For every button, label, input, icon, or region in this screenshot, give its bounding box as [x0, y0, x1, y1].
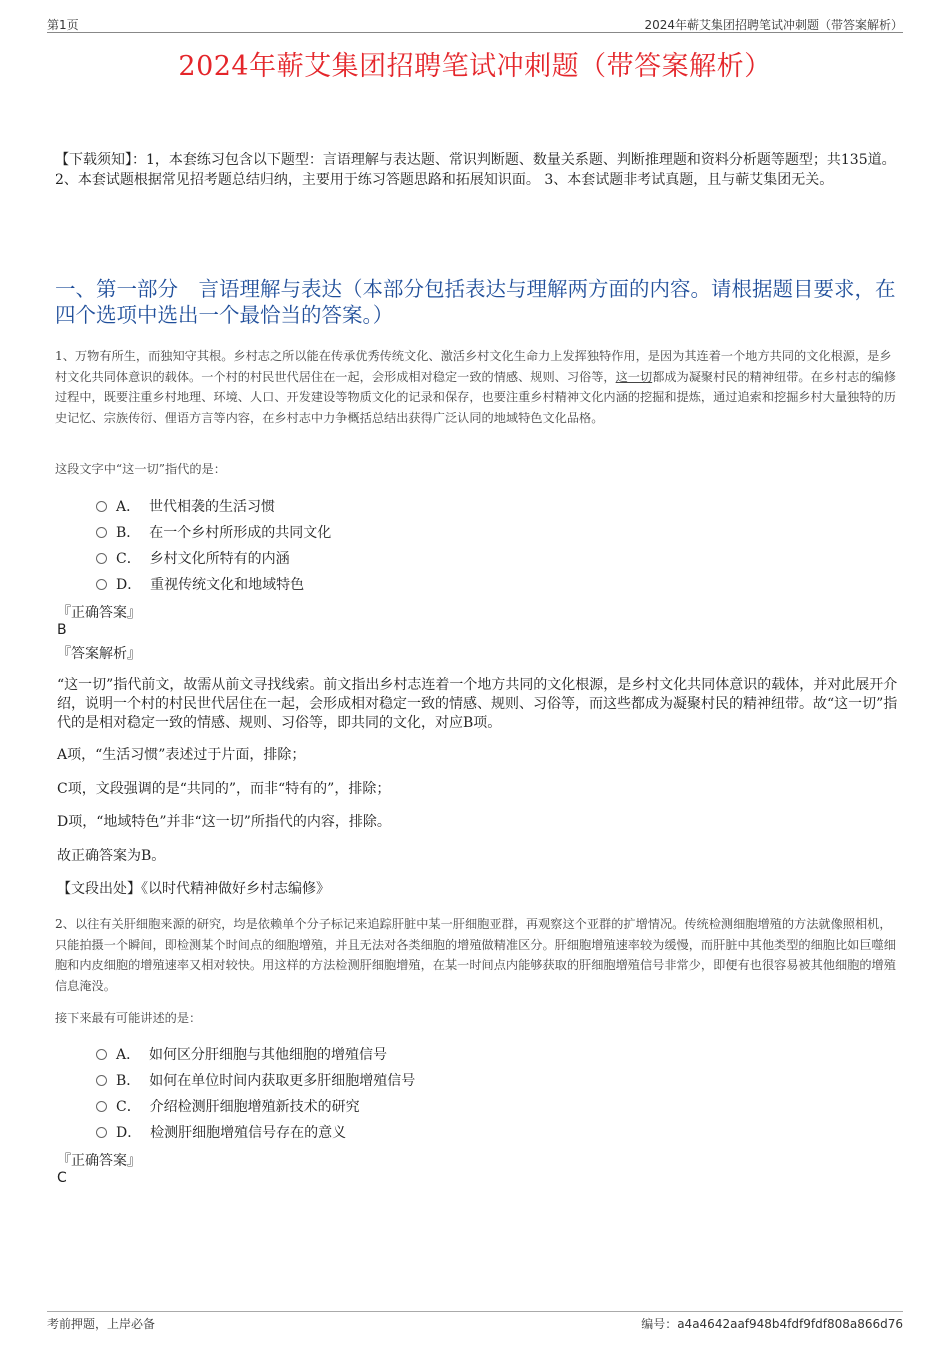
document-title: 2024年蕲艾集团招聘笔试冲刺题（带答案解析） [178, 51, 772, 82]
q2-answer-label: 『正确答案』 [57, 1153, 141, 1169]
q1-answer: B [57, 622, 67, 638]
radio-icon[interactable] [96, 1127, 107, 1138]
q1-note-c: C项，文段强调的是“共同的”，而非“特有的”，排除； [57, 781, 391, 797]
page-header [47, 14, 903, 33]
radio-icon[interactable] [96, 1075, 107, 1086]
q1-underlined-phrase: 这一切 [615, 369, 653, 384]
radio-icon[interactable] [96, 527, 107, 538]
q2-question: 接下来最有可能讲述的是： [55, 1011, 202, 1025]
q1-note-a: A项，“生活习惯”表述过于片面，排除； [57, 747, 306, 763]
radio-icon[interactable] [96, 501, 107, 512]
q2-answer: C [57, 1170, 67, 1186]
q2-passage: 2、以往有关肝细胞来源的研究，均是依赖单个分子标记来追踪肝脏中某一肝细胞亚群，再观察这个亚群的扩增情况。传统检测细胞增殖的方法就像照相机，只能拍摄一个瞬间，即检测某个时间点的细胞增殖，并且无法对各类细胞的增殖做精准区分。肝细胞增殖速率较为缓慢，而肝脏中其他类型的细胞比如巨噬细胞和内皮细胞的增殖速率又相对较快。用这样的方法检测肝细胞增殖，在某一时间点内能够获取的肝细胞增殖信号非常少，即便有也很容易被其他细胞的增殖信息淹没。 [55, 917, 896, 993]
q1-question: 这段文字中“这一切”指代的是： [55, 462, 226, 476]
footer-code: 编号：a4a4642aaf948b4fdf9fdf808a866d76 [641, 1317, 903, 1331]
section-heading: 一、第一部分 言语理解与表达（本部分包括表达与理解两方面的内容。请根据题目要求，在四个选项中选出一个最恰当的答案。） [55, 277, 896, 327]
header-doc-title: 2024年蕲艾集团招聘笔试冲刺题（带答案解析） [644, 18, 903, 32]
download-notice: 【下载须知】：1，本套练习包含以下题型：言语理解与表达题、常识判断题、数量关系题、判断推理题和资料分析题等题型；共135道。 2、本套试题根据常见招考题总结归纳，主要用于练习答题思路和拓展知识面。 3、本套试题非考试真题，且与蕲艾集团无关。 [55, 152, 896, 188]
q1-source: 【文段出处】《以时代精神做好乡村志编修》 [57, 881, 330, 897]
page-number: 第1页 [47, 18, 79, 32]
page-footer [47, 1311, 903, 1331]
radio-icon[interactable] [96, 553, 107, 564]
radio-icon[interactable] [96, 579, 107, 590]
q1-analysis: “这一切”指代前文，故需从前文寻找线索。前文指出乡村志连着一个地方共同的文化根源，是乡村文化共同体意识的载体，并对此展开介绍，说明一个村的村民世代居住在一起，会形成相对稳定一致的情感、规则、习俗等，而这些都成为凝聚村民的精神纽带。故“这一切”指代的是相对稳定一致的情感、规则、习俗等，即共同的文化，对应B项。 [57, 677, 898, 731]
radio-icon[interactable] [96, 1101, 107, 1112]
footer-slogan: 考前押题，上岸必备 [47, 1317, 156, 1331]
q1-answer-label: 『正确答案』 [57, 605, 141, 621]
radio-icon[interactable] [96, 1049, 107, 1060]
q1-passage: 1、万物有所生，而独知守其根。乡村志之所以能在传承优秀传统文化、激活乡村文化生命力上发挥独特作用，是因为其连着一个地方共同的文化根源，是乡村文化共同体意识的载体。一个村的村民世代居住在一起，会形成相对稳定一致的情感、规则、习俗等，这一切都成为凝聚村民的精神纽带。在乡村志的编修过程中，既要注重乡村地理、环境、人口、开发建设等物质文化的记录和保存，也要注重乡村精神文化内涵的挖掘和提炼，通过追索和挖掘乡村大量独特的历史记忆、宗族传衍、俚语方言等内容，在乡村志中力争概括总结出获得广泛认同的地域特色文化品格。 [55, 349, 896, 425]
q1-conclusion: 故正确答案为B。 [57, 848, 166, 864]
q1-note-d: D项，“地域特色”并非“这一切”所指代的内容，排除。 [57, 814, 391, 830]
q1-analysis-label: 『答案解析』 [57, 646, 141, 662]
